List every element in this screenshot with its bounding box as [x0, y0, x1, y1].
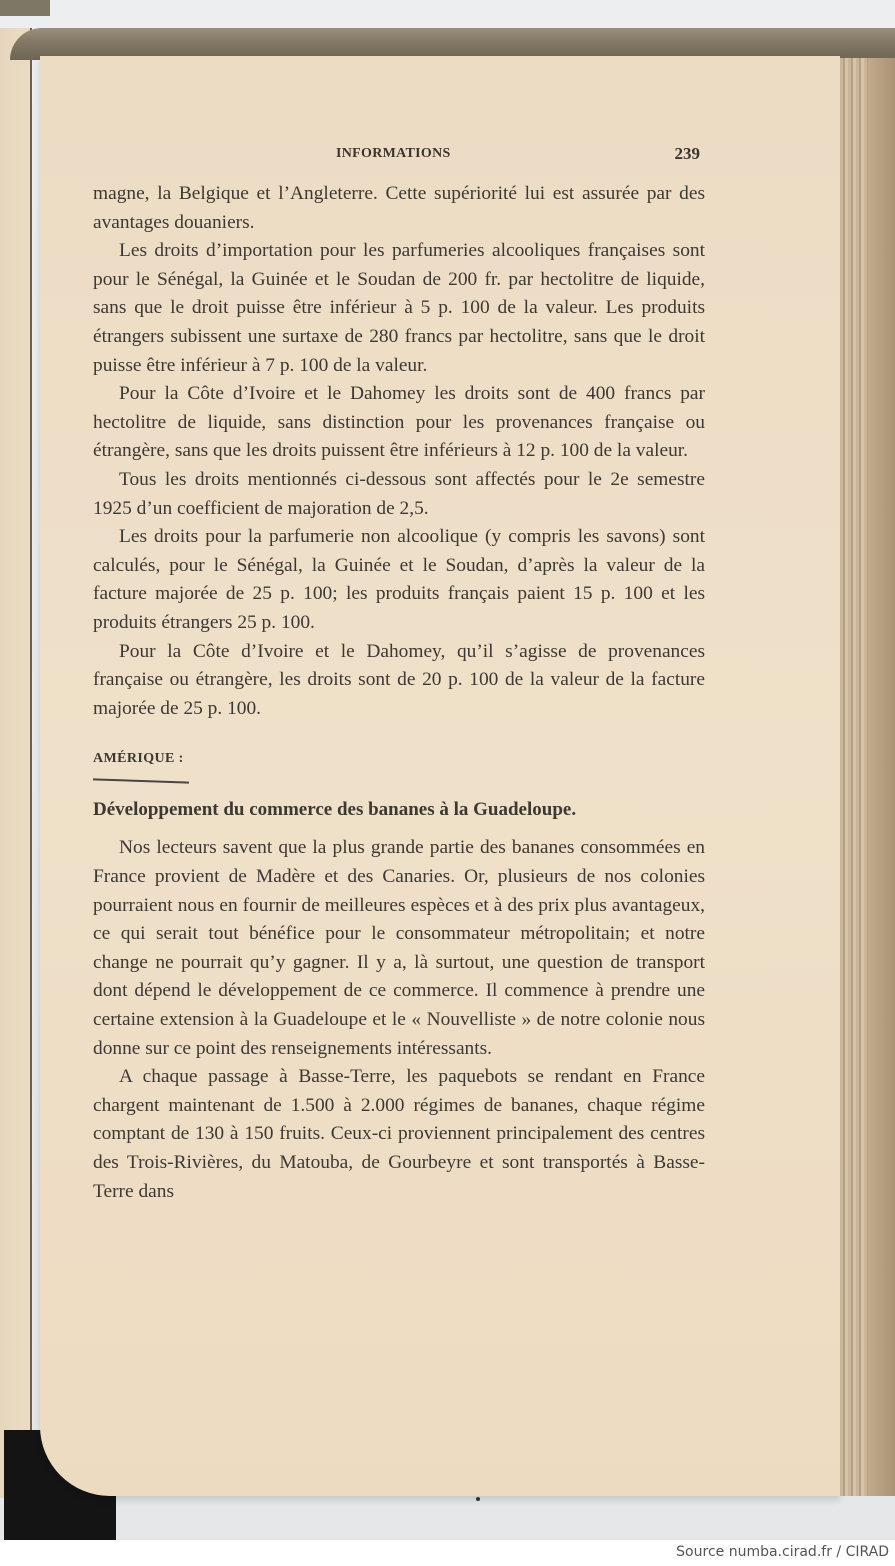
page-speck	[476, 1497, 480, 1501]
paragraph: magne, la Belgique et l’Angleterre. Cette supériorité lui est assurée par des avantages douaniers.	[93, 183, 705, 233]
paragraph: Les droits d’importation pour les parfumeries alcooliques françaises sont pour le Sénégal, la Guinée et le Soudan de 200 fr. par hectolitre de liquide, sans que le droit puisse être inférieur à 5 p. 100 de la valeur. Les produits étrangers subissent une surtaxe de 280 francs par hectolitre, sans que le droit puisse être inférieur à 7 p. 100 de la valeur.	[93, 240, 705, 376]
source-credit: Source numba.cirad.fr / CIRAD	[676, 1544, 889, 1560]
paragraph: Tous les droits mentionnés ci-dessous sont affectés pour le 2e semestre 1925 d’un coefficient de majoration de 2,5.	[93, 468, 705, 519]
page-number: 239	[674, 144, 700, 163]
paragraph: Pour la Côte d’Ivoire et le Dahomey, qu’il s’agisse de provenances française ou étrangère, les droits sont de 20 p. 100 de la valeur de la facture majorée de 25 p. 100.	[93, 640, 705, 719]
page-stack-outer	[868, 58, 895, 1496]
article-title: Développement du commerce des bananes à la Guadeloupe.	[93, 798, 577, 820]
page-stack-edge	[840, 58, 868, 1496]
left-page-edge	[0, 28, 32, 1498]
section-heading: AMÉRIQUE :	[93, 751, 184, 767]
running-title: INFORMATIONS	[336, 146, 451, 161]
paragraph: A chaque passage à Basse-Terre, les paquebots se rendant en France chargent maintenant de 1.500 à 2.000 régimes de bananes, chaque régime comptant de 130 à 150 fruits. Ceux-ci proviennent principalement des centres des Trois-Rivières, du Matouba, de Gourbeyre et sont transportés à Basse-Terre dans	[93, 1066, 705, 1202]
page-body	[93, 180, 705, 1206]
book-spine-top	[0, 0, 50, 16]
paragraph: Pour la Côte d’Ivoire et le Dahomey les droits sont de 400 francs par hectolitre de liquide, sans distinction pour les provenances française ou étrangère, sans que les droits puissent être inférieurs à 12 p. 100 de la valeur.	[93, 383, 705, 462]
section-underline	[93, 778, 189, 783]
paragraph: Les droits pour la parfumerie non alcoolique (y compris les savons) sont calculés, pour le Sénégal, la Guinée et le Soudan, d’après la valeur de la facture majorée de 25 p. 100; les produits français paient 15 p. 100 et les produits étrangers 25 p. 100.	[93, 526, 705, 633]
paragraph: Nos lecteurs savent que la plus grande partie des bananes consommées en France provient de Madère et des Canaries. Or, plusieurs de nos colonies pourraient nous en fournir de meilleures espèces et à des prix plus avantageux, ce qui serait tout bénéfice pour le consommateur métropolitain; et notre change ne pourrait qu’y gagner. Il y a, là surtout, une question de transport dont dépend le développement de ce commerce. Il commence à prendre une certaine extension à la Guadeloupe et le « Nouvelliste » de notre colonie nous donne sur ce point des renseignements intéressants.	[93, 837, 705, 1059]
